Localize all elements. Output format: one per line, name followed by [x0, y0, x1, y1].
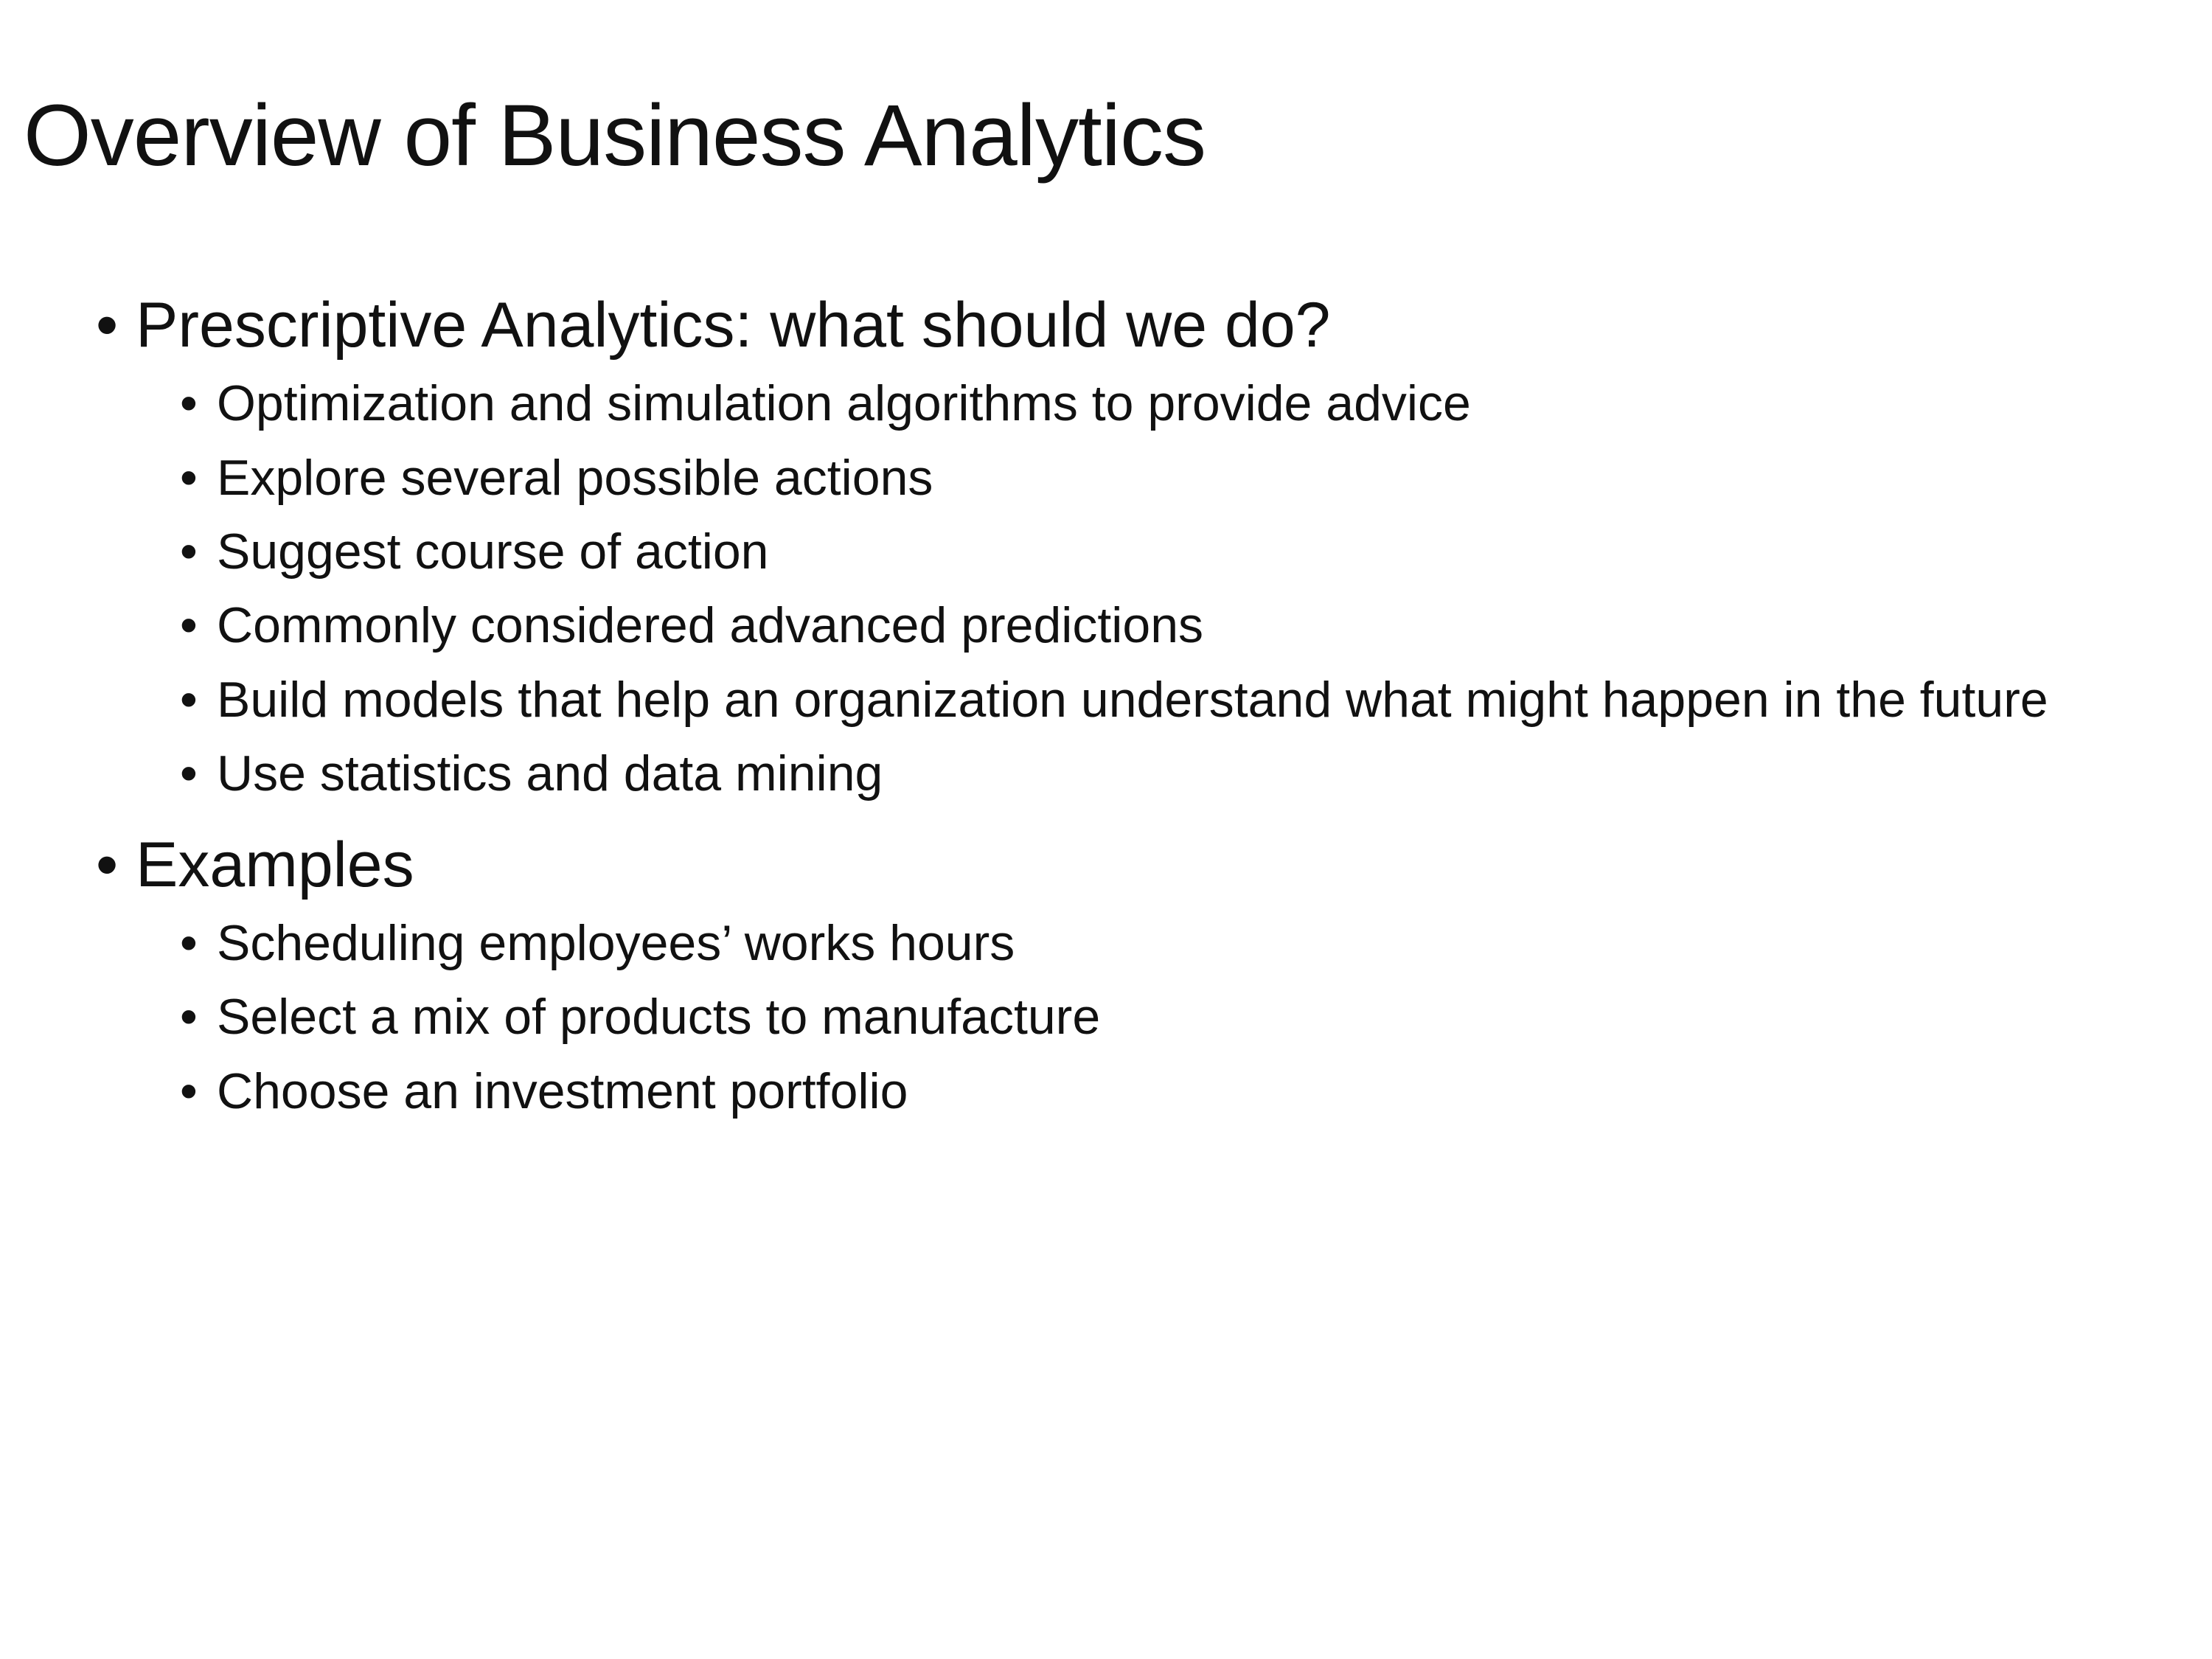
list-item-text: Use statistics and data mining — [217, 745, 883, 802]
list-item-text: Select a mix of products to manufacture — [217, 989, 1101, 1046]
list-item — [177, 667, 2149, 732]
list-item — [177, 984, 2149, 1049]
bullet-icon: • — [96, 829, 119, 900]
bullet-icon: • — [180, 989, 198, 1046]
bullet-icon: • — [180, 375, 198, 432]
slide-title: Overview of Business Analytics — [24, 87, 1206, 184]
list-item — [177, 371, 2149, 436]
section-heading-text: Examples — [136, 829, 414, 900]
list-item — [177, 741, 2149, 806]
list-item-text: Commonly considered advanced predictions — [217, 597, 1204, 654]
bullet-icon: • — [180, 597, 198, 654]
bullet-icon: • — [180, 1062, 198, 1119]
section-heading-prescriptive — [96, 288, 2146, 364]
list-item — [177, 1059, 2149, 1124]
bullet-icon: • — [180, 523, 198, 580]
list-item-text: Scheduling employees’ works hours — [217, 914, 1015, 971]
bullet-icon: • — [180, 449, 198, 506]
bullet-icon: • — [180, 745, 198, 802]
bullet-icon: • — [180, 914, 198, 971]
list-item-text: Choose an investment portfolio — [217, 1062, 908, 1119]
bullet-icon: • — [96, 290, 119, 361]
prescriptive-item-list — [96, 371, 2146, 806]
list-item — [177, 593, 2149, 658]
list-item — [177, 911, 2149, 975]
list-item-text: Suggest course of action — [217, 523, 769, 580]
examples-item-list — [96, 911, 2146, 1124]
slide-content — [96, 288, 2146, 1133]
list-item — [177, 519, 2149, 584]
list-item — [177, 445, 2149, 510]
bullet-icon: • — [180, 671, 198, 728]
section-heading-examples — [96, 827, 2146, 903]
list-item-text: Build models that help an organization understand what might happen in the future — [217, 671, 2048, 728]
list-item-text: Optimization and simulation algorithms to provide advice — [217, 375, 1471, 432]
section-heading-text: Prescriptive Analytics: what should we do? — [136, 290, 1331, 361]
list-item-text: Explore several possible actions — [217, 449, 933, 506]
